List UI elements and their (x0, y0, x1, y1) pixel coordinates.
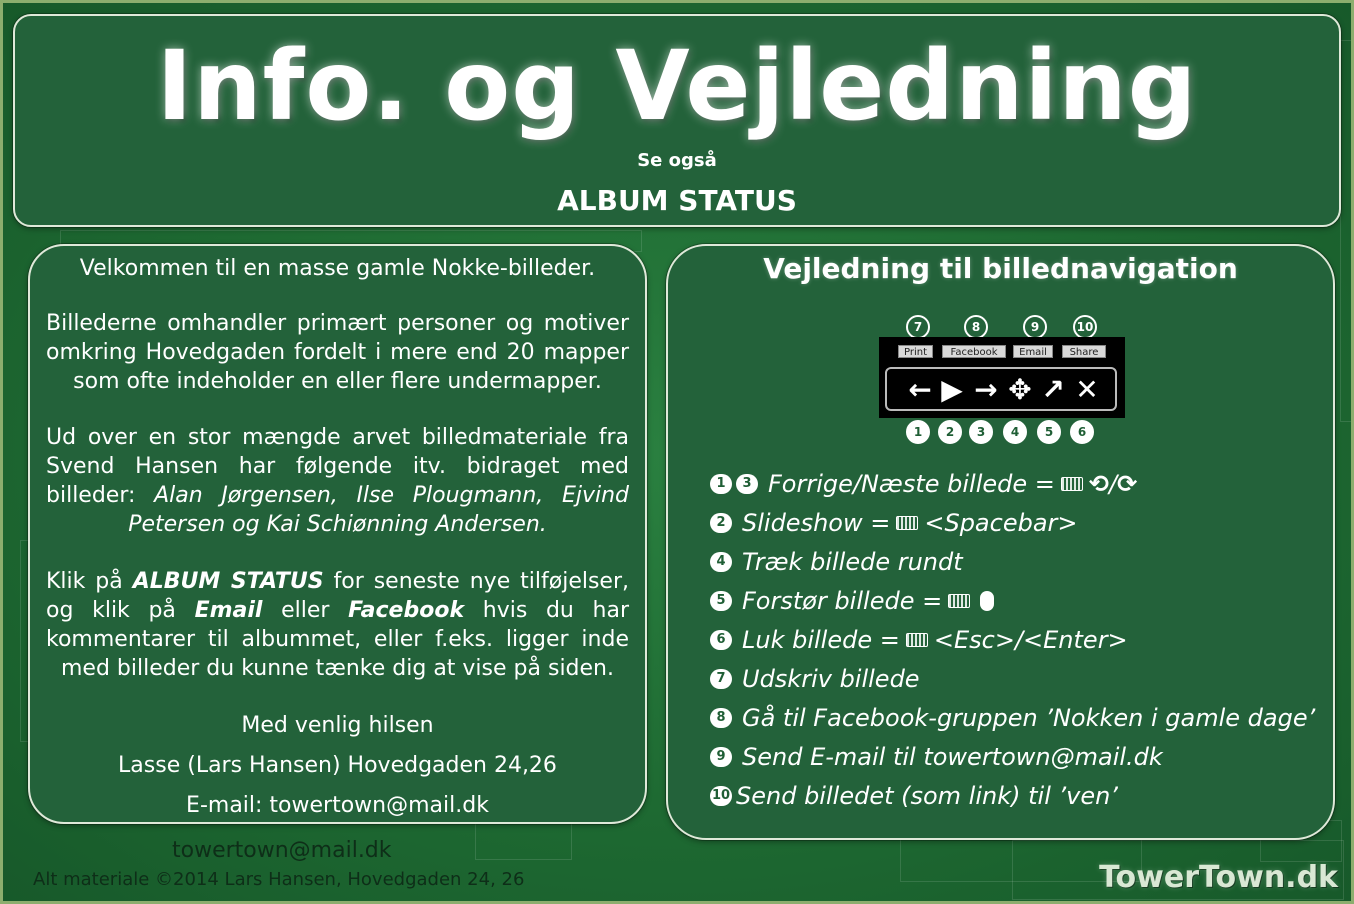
bullet-2: 2 (710, 513, 732, 533)
guide-item-close (710, 620, 1323, 659)
number-badge-3: 3 (969, 420, 993, 444)
number-badge-6: 6 (1070, 420, 1094, 444)
see-also-label: Se også (637, 150, 717, 171)
facebook-button[interactable]: Facebook (942, 345, 1006, 358)
number-badge-4: 4 (1003, 420, 1027, 444)
guide-keys: <Spacebar> (924, 508, 1078, 537)
move-icon[interactable]: ✥ (1008, 373, 1032, 406)
instructions-paragraph (30, 567, 645, 683)
guide-text: Gå til Facebook-gruppen ’Nokken i gamle dage’ (742, 703, 1316, 732)
instructions-text-b: for seneste nye tilføjelser, og klik på (46, 569, 630, 623)
bullet-7: 7 (710, 669, 732, 689)
print-button[interactable]: Print (898, 345, 933, 358)
contributors-intro: Ud over en stor mængde arvet billedmateriale fra Svend Hansen har følgende itv. bidraget med billeder: (46, 425, 629, 508)
guide-text: Træk billede rundt (742, 547, 963, 576)
keyboard-icon (948, 594, 970, 608)
bullet-5: 5 (710, 591, 732, 611)
guide-item-enlarge (710, 581, 1323, 620)
instructions-text-a: Klik på (46, 569, 133, 594)
guide-item-print (710, 659, 1323, 698)
guide-item-facebook (710, 698, 1323, 737)
header-panel (13, 14, 1341, 227)
instructions-text-c: eller (262, 598, 349, 623)
number-badge-8: 8 (964, 315, 988, 339)
guide-text: Send E-mail til towertown@mail.dk (742, 742, 1163, 771)
guide-title: Vejledning til billednavigation (763, 252, 1238, 285)
arrow-right-key-icon: ⟳ (1117, 469, 1138, 498)
guide-item-email (710, 737, 1323, 776)
signature-text: Lasse (Lars Hansen) Hovedgaden 24,26 (118, 753, 557, 778)
guide-list (710, 464, 1323, 815)
guide-text: Send billedet (som link) til ’ven’ (736, 781, 1118, 810)
bullet-3: 3 (736, 474, 758, 494)
keyboard-icon (906, 633, 928, 647)
number-badge-1: 1 (906, 420, 930, 444)
bullet-8: 8 (710, 708, 732, 728)
arrow-left-key-icon: ⟲ (1088, 469, 1109, 498)
welcome-text: Velkommen til en masse gamle Nokke-billeder. (79, 256, 596, 281)
footer-email[interactable]: towertown@mail.dk (172, 838, 392, 863)
mouse-icon (980, 591, 994, 611)
intro-paragraph: Billederne omhandler primært personer og motiver omkring Hovedgaden fordelt i mere end 20 mapper som ofte indeholder en eller flere undermapper. (46, 311, 629, 394)
number-badge-2: 2 (938, 420, 962, 444)
bullet-10: 10 (710, 786, 732, 806)
bullet-1: 1 (710, 474, 732, 494)
bullet-4: 4 (710, 552, 732, 572)
page-title: Info. og Vejledning (156, 30, 1198, 142)
facebook-mention: Facebook (348, 598, 465, 623)
keyboard-icon (896, 516, 918, 530)
guide-item-drag (710, 542, 1323, 581)
email-mention: Email (194, 598, 263, 623)
guide-item-slideshow (710, 503, 1323, 542)
guide-text: Forstør billede = (742, 586, 943, 615)
regards-text: Med venlig hilsen (241, 713, 434, 738)
email-button[interactable]: Email (1013, 345, 1053, 358)
viewer-toolbar (879, 337, 1125, 418)
close-icon[interactable]: ✕ (1075, 373, 1099, 406)
arrow-right-icon[interactable]: → (974, 373, 998, 406)
play-icon[interactable]: ▶ (941, 373, 963, 406)
resize-icon[interactable]: ↗ (1041, 373, 1065, 406)
number-badge-7: 7 (906, 315, 930, 339)
album-status-link[interactable]: ALBUM STATUS (557, 184, 797, 217)
welcome-panel (28, 244, 647, 824)
arrow-left-icon[interactable]: ← (908, 373, 932, 406)
guide-text: Udskriv billede (742, 664, 920, 693)
guide-item-share (710, 776, 1323, 815)
instructions-text-d: hvis du har kommentarer til albummet, eller f.eks. ligger inde med billeder du kunne tænke dig at vise på siden. (46, 598, 629, 681)
guide-keys: <Esc>/<Enter> (933, 625, 1128, 654)
share-button[interactable]: Share (1062, 345, 1106, 358)
guide-text: Slideshow = (742, 508, 891, 537)
navigation-guide-panel (666, 244, 1335, 840)
bullet-9: 9 (710, 747, 732, 767)
key-separator: / (1108, 469, 1118, 498)
album-status-mention: ALBUM STATUS (132, 569, 324, 594)
guide-text: Forrige/Næste billede = (768, 469, 1055, 498)
site-logo: TowerTown.dk (1099, 860, 1338, 895)
number-badge-5: 5 (1037, 420, 1061, 444)
guide-item-prev-next (710, 464, 1323, 503)
contact-email: E-mail: towertown@mail.dk (186, 793, 489, 818)
copyright-text: Alt materiale ©2014 Lars Hansen, Hovedgaden 24, 26 (33, 869, 525, 890)
contributors-paragraph (30, 423, 645, 539)
contributors-names: Alan Jørgensen, Ilse Plougmann, Ejvind Petersen og Kai Schiønning Andersen. (128, 483, 630, 537)
guide-text: Luk billede = (742, 625, 900, 654)
number-badge-9: 9 (1023, 315, 1047, 339)
navigation-controls (885, 367, 1117, 411)
bullet-6: 6 (710, 630, 732, 650)
keyboard-icon (1061, 477, 1083, 491)
number-badge-10: 10 (1073, 315, 1097, 339)
